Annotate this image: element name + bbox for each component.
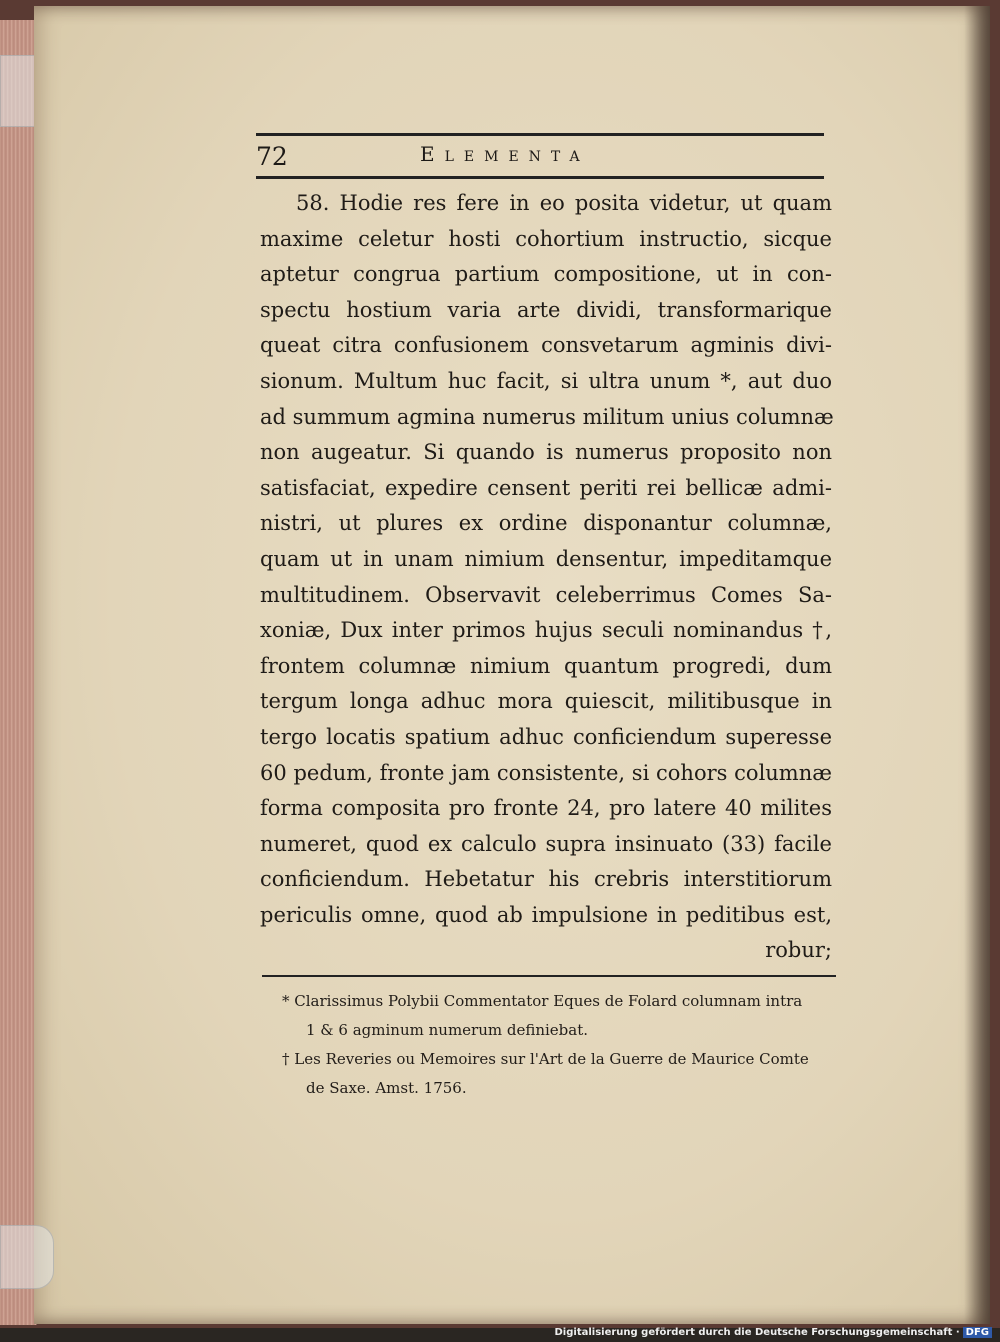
text-line: spectu hostium varia arte dividi, transformarique [260,297,832,322]
text-line: ad summum agmina numerus militum unius columnæ [260,404,834,429]
text-line: forma composita pro fronte 24, pro latere 40 milites [260,796,832,821]
text-line: queat citra confusionem consvetarum agminis divi- [260,333,832,358]
text-line: multitudinem. Observavit celeberrimus Comes Sa- [260,582,832,607]
text-line: nistri, ut plures ex ordine disponantur columnæ, [260,511,832,536]
footnote-line: † Les Reveries ou Memoires sur l'Art de la Guerre de Maurice Comte [282,1050,809,1068]
text-line: satisfaciat, expedire censent periti rei bellicæ admi- [260,475,832,500]
footnotes [282,987,838,1103]
text-line: tergum longa adhuc mora quiescit, militibusque in [260,689,832,714]
text-line: 58. Hodie res fere in eo posita videtur, ut quam [296,191,832,215]
footnote-line: 1 & 6 agminum numerum definiebat. [306,1021,589,1039]
text-line: aptetur congrua partium compositione, ut in con- [260,262,832,287]
text-line: numeret, quod ex calculo supra insinuato (33) facile [260,831,832,856]
text-line: maxime celetur hosti cohortium instructio, sicque [260,226,832,251]
text-line: periculis omne, quod ab impulsione in peditibus est, [260,902,832,927]
text-line: 60 pedum, fronte jam consistente, si cohors columnæ [260,760,832,785]
text-line: non augeatur. Si quando is numerus proposito non [260,440,832,465]
footnote-line: * Clarissimus Polybii Commentator Eques de Folard columnam intra [282,992,803,1010]
text-line: xoniæ, Dux inter primos hujus seculi nominandus †, [260,618,832,643]
dfg-logo: DFG [963,1327,992,1338]
running-title: Elementa [420,142,590,166]
clip-bottom [0,1225,54,1289]
gutter-shadow [964,6,990,1324]
body-text [260,186,832,969]
catchword: robur; [765,938,832,963]
header-rule-top [256,133,824,136]
page-edges [0,20,37,1325]
page-number: 72 [256,142,288,171]
text-line: tergo locatis spatium adhuc conficiendum superesse [260,724,832,749]
funding-caption [555,1327,993,1338]
text-line: conficiendum. Hebetatur his crebris interstitiorum [260,867,832,892]
caption-text: Digitalisierung gefördert durch die Deutsche Forschungsgemeinschaft · [554,1327,960,1338]
text-line: frontem columnæ nimium quantum progredi, dum [260,653,832,678]
text-line: sionum. Multum huc facit, si ultra unum *, aut duo [260,368,832,393]
footnote-rule [262,975,836,977]
text-line: quam ut in unam nimium densentur, impeditamque [260,546,832,571]
footnote-line: de Saxe. Amst. 1756. [306,1079,467,1097]
header-rule-bottom [256,176,824,179]
